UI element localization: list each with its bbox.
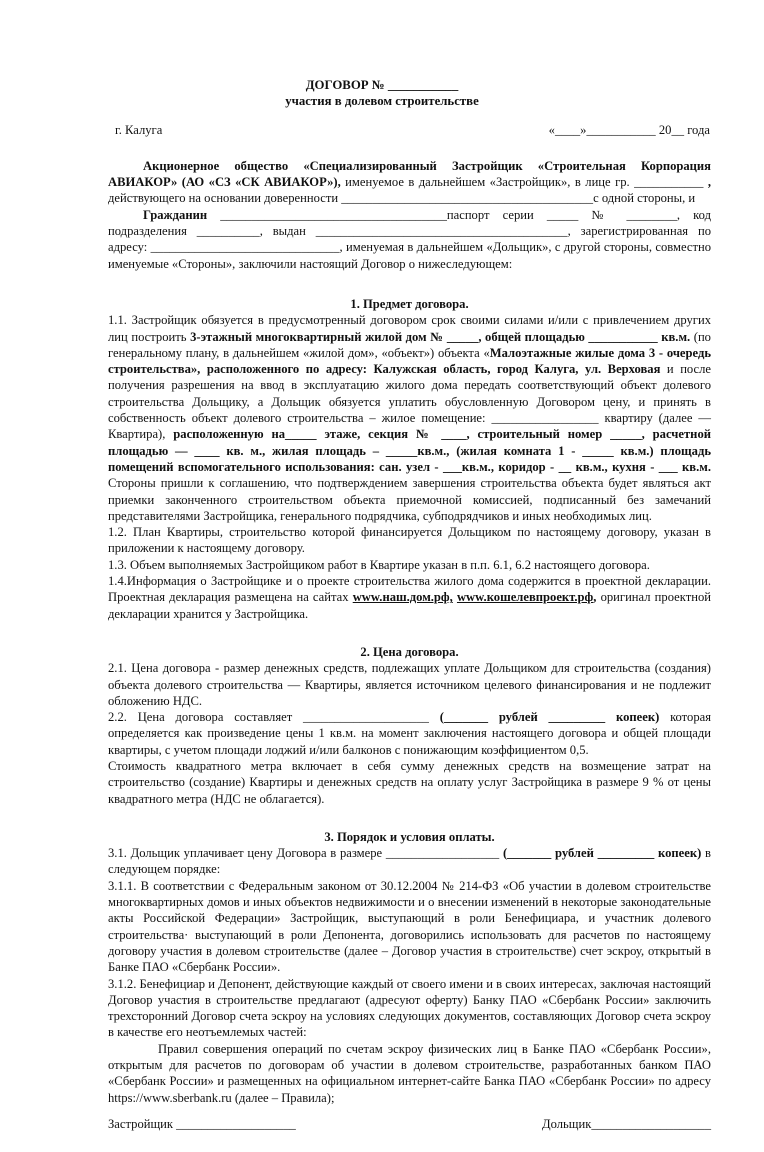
clause-paragraph: [108, 524, 711, 557]
text-run: расположенную на_____ этаже, секция № ____, строительный номер _____, расчетной площадью — ____ кв. м., жилая площадь – _____кв.м., (жилая комната 1 - _____ кв.м.) площадь помещений вспомогательного использования: сан. узел - ___кв.м., коридор - __ кв.м., кухня - ___ кв.м.: [108, 427, 711, 474]
party-paragraph: [108, 158, 711, 207]
place-date-line: [115, 122, 710, 138]
text-run: ,: [707, 175, 711, 190]
text-run: 3-этажный многоквартирный жилой дом № _____, общей площадью ___________ кв.м.: [190, 329, 691, 344]
text-run: 2.2. Цена договора составляет ____________________: [108, 710, 440, 725]
text-run: Правил совершения операций по счетам эскроу физических лиц в Банке ПАО «Сбербанк России», открытым для расчетов по договорам об участии в долевом строительстве, разработанных банком ПАО «Сбербанк России» и размещенных на официальном интернет-сайте Банка ПАО «Сбербанк России» по адресу https://www.sberbank.ru (далее – Правила);: [108, 1041, 711, 1105]
shareholder-signature: Дольщик___________________: [542, 1116, 711, 1131]
clause-paragraph: [108, 312, 711, 524]
clause-paragraph: [108, 976, 711, 1041]
city: г. Калуга: [115, 122, 163, 137]
developer-signature: Застройщик ___________________: [108, 1116, 296, 1131]
contract-body: [108, 158, 711, 1106]
document-subtitle: участия в долевом строительстве: [285, 94, 479, 109]
text-run: (_______ рублей _________ копеек): [439, 710, 660, 725]
text-run: ____________________________________паспорт серии _____ № ________, код подразделения __________, выдан ________________________________________, зарегистрированная по адресу: ______________________________, именуемая в дальнейшем «Дольщик», с другой стороны, совместно именуемые «Стороны», заключили настоящий Договор о нижеследующем:: [108, 207, 711, 271]
text-run: действующего на основании доверенности ________________________________________с одной стороны, и: [108, 191, 696, 206]
text-run: которая определяется как произведение цены 1 кв.м. на момент заключения настоящего договора и общей площади квартиры, с учетом площади лоджий и/или балконов с понижающим коэффициентом 0,5.: [108, 710, 711, 757]
text-run: 1.1. Застройщик обязуется в предусмотренный договором срок своими силами и/или с привлечением других лиц построить: [108, 313, 711, 344]
text-run: Акционерное общество «Специализированный Застройщик «Строительная Корпорация АВИАКОР» (АО «СЗ «СК АВИАКОР»),: [108, 158, 711, 190]
clause-paragraph: [108, 878, 711, 976]
signatures: [108, 1116, 711, 1152]
text-run: (по генеральному плану, в дальнейшем «жилой дом», «объект») объекта «: [108, 329, 711, 360]
clause-paragraph: [108, 1041, 711, 1106]
section-heading: 3. Порядок и условия оплаты.: [324, 829, 495, 844]
clause-paragraph: [108, 758, 711, 807]
text-run: 2.1. Цена договора - размер денежных средств, подлежащих уплате Дольщиком для строительства (создания) объекта долевого строительства — Квартиры, является источником целевого финансирования и не подлежит обложению НДС.: [108, 661, 711, 708]
party-paragraph: [108, 207, 711, 272]
clause-paragraph: [108, 660, 711, 709]
text-run: 1.2. План Квартиры, строительство которой финансируется Дольщиком по настоящему договору, указан в приложении к настоящему договору.: [108, 525, 711, 556]
clause-paragraph: [108, 845, 711, 878]
contract-date: «____»___________ 20__ года: [548, 122, 710, 137]
website-link[interactable]: www.наш.дом.рф,: [352, 590, 453, 605]
text-run: именуемое в дальнейшем «Застройщик», в лице гр. ___________: [340, 175, 708, 190]
text-run: (_______ рублей _________ копеек): [502, 846, 702, 861]
text-run: ,: [593, 590, 597, 605]
text-run: Малоэтажные жилые дома 3 - очередь строительства», расположенного по адресу: Калужская область, город Калуга, ул. Верховая: [108, 345, 711, 377]
document-title: ДОГОВОР № ___________: [305, 78, 459, 92]
section-heading: 2. Цена договора.: [360, 644, 459, 659]
text-run: 3.1.1. В соответствии с Федеральным законом от 30.12.2004 № 214-ФЗ «Об участии в долевом строительстве многоквартирных домов и иных объектов недвижимости и о внесении изменений в некоторые законодательные акты Российской Федерации» Застройщик, выступающий в роли Бенефициара, и участник долевого строительства· выступающий в роли Депонента, договорились использовать для расчетов по настоящему договору участия в долевом строительстве (далее – Договор участия в строительстве) счет эскроу, открытый в Банке ПАО «Сбербанк России».: [108, 878, 711, 975]
text-run: 1.3. Объем выполняемых Застройщиком работ в Квартире указан в п.п. 6.1, 6.2 настоящего договора.: [108, 557, 650, 572]
text-run: Гражданин: [143, 207, 208, 222]
text-run: в следующем порядке:: [108, 846, 711, 877]
clause-paragraph: [108, 557, 711, 573]
section-heading: 1. Предмет договора.: [350, 296, 469, 311]
text-run: 3.1.2. Бенефициар и Депонент, действующие каждый от своего имени и в своих интересах, заключая настоящий Договор участия в строительстве предлагают (адресуют оферту) Банку ПАО «Сбербанк России» заключить трехсторонний Договор счета эскроу на условиях следующих документов, составляющих Договор счета эскроу в качестве его неотъемлемых частей:: [108, 976, 711, 1040]
website-link[interactable]: www.кошелевпроект.рф: [456, 590, 594, 605]
text-run: и после получения разрешения на ввод в эксплуатацию жилого дома передать соответствующий объект долевого строительства Дольщику, а Дольщик обязуется уплатить обусловленную Договором цену, и принять в собственность объект долевого строительства – жилое помещение: _________________ квартиру (далее — Квартира),: [108, 362, 712, 442]
text-run: Стоимость квадратного метра включает в себя сумму денежных средств на возмещение затрат на строительство (создание) Квартиры и денежных средств на оплату услуг Застройщика в размере 9 % от цены квадратного метра (НДС не облагается).: [108, 758, 711, 806]
clause-paragraph: [108, 709, 711, 758]
text-run: 1.4.Информация о Застройщике и о проекте строительства жилого дома содержится в проектной декларации. Проектная декларация размещена на сайтах: [108, 574, 711, 605]
text-run: 3.1. Дольщик уплачивает цену Договора в размере __________________: [108, 846, 503, 861]
text-run: оригинал проектной декларации хранится у Застройщика.: [108, 590, 711, 621]
text-run: Стороны пришли к соглашению, что подтверждением завершения строительства объекта будет являться акт приемки законченного строительством объекта приемочной комиссией, подписанный без замечаний представителями Застройщика, генерального подрядчика, субподрядчиков и иных необходимых лиц.: [108, 476, 711, 523]
clause-paragraph: [108, 573, 711, 622]
